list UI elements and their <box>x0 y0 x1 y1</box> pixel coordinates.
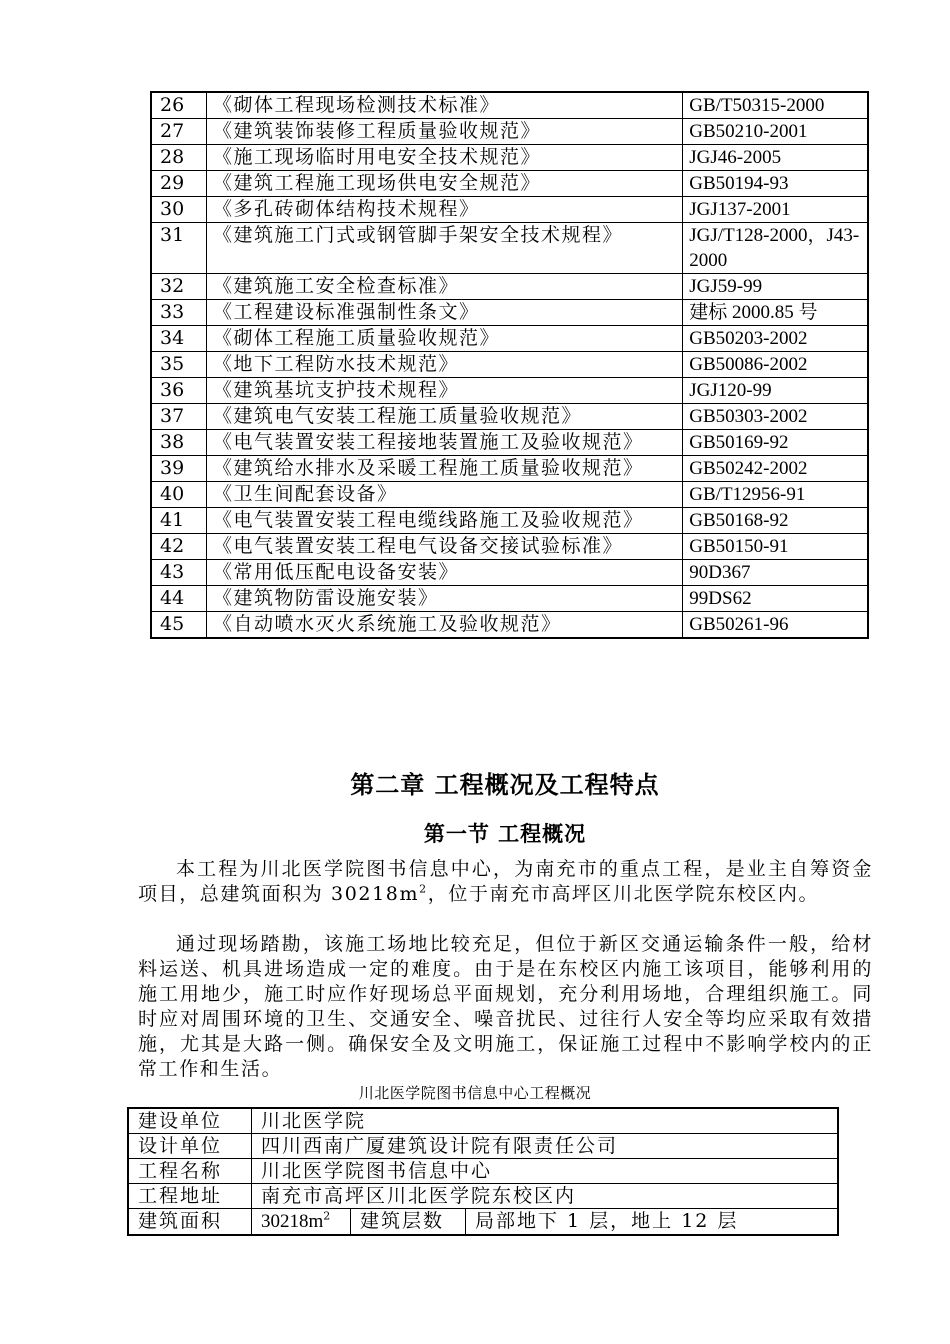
info-label: 建设单位 <box>128 1108 252 1134</box>
standard-row <box>151 197 868 223</box>
standard-name: 《建筑施工门式或钢管脚手架安全技术规程》 <box>206 223 682 274</box>
standard-name: 《电气装置安装工程电气设备交接试验标准》 <box>206 534 682 560</box>
area-superscript: 2 <box>323 1209 333 1223</box>
standard-number: 29 <box>151 171 206 197</box>
standard-code: GB50261-96 <box>683 612 868 639</box>
standard-code: JGJ59-99 <box>683 274 868 300</box>
standard-name: 《建筑工程施工现场供电安全规范》 <box>206 171 682 197</box>
standards-table-body <box>151 92 868 638</box>
info-row <box>128 1108 838 1134</box>
standard-number: 35 <box>151 352 206 378</box>
standard-code: 建标 2000.85 号 <box>683 300 868 326</box>
standard-code: GB50169-92 <box>683 430 868 456</box>
standard-name: 《常用低压配电设备安装》 <box>206 560 682 586</box>
standard-name: 《电气装置安装工程电缆线路施工及验收规范》 <box>206 508 682 534</box>
standard-number: 42 <box>151 534 206 560</box>
floors-value: 局部地下 1 层，地上 12 层 <box>466 1209 839 1236</box>
standard-name: 《自动喷水灭火系统施工及验收规范》 <box>206 612 682 639</box>
standard-number: 31 <box>151 223 206 274</box>
standard-code: GB50242-2002 <box>683 456 868 482</box>
standard-number: 33 <box>151 300 206 326</box>
standard-name: 《建筑物防雷设施安装》 <box>206 586 682 612</box>
standard-row <box>151 404 868 430</box>
standard-name: 《多孔砖砌体结构技术规程》 <box>206 197 682 223</box>
standard-row <box>151 92 868 119</box>
standard-name: 《建筑电气安装工程施工质量验收规范》 <box>206 404 682 430</box>
standard-name: 《建筑基坑支护技术规程》 <box>206 378 682 404</box>
standard-code: GB50150-91 <box>683 534 868 560</box>
standard-number: 28 <box>151 145 206 171</box>
info-label: 工程地址 <box>128 1184 252 1209</box>
para1-text: 本工程为川北医学院图书信息中心，为南充市的重点工程，是业主自筹资金项目，总建筑面积为 30218m <box>138 858 873 905</box>
standard-code: GB50168-92 <box>683 508 868 534</box>
info-table-caption: 川北医学院图书信息中心工程概况 <box>358 1084 592 1102</box>
standard-name: 《建筑给水排水及采暖工程施工质量验收规范》 <box>206 456 682 482</box>
standard-row <box>151 352 868 378</box>
standard-number: 45 <box>151 612 206 639</box>
info-row-area <box>128 1209 838 1236</box>
standard-row <box>151 612 868 639</box>
standard-name: 《建筑装饰装修工程质量验收规范》 <box>206 119 682 145</box>
standard-number: 30 <box>151 197 206 223</box>
standard-code: GB/T12956-91 <box>683 482 868 508</box>
standard-code: GB50194-93 <box>683 171 868 197</box>
standard-number: 34 <box>151 326 206 352</box>
standard-row <box>151 171 868 197</box>
standard-number: 36 <box>151 378 206 404</box>
standard-code: JGJ46-2005 <box>683 145 868 171</box>
area-value: 30218m <box>261 1211 324 1232</box>
project-info-table <box>127 1107 839 1236</box>
standard-number: 40 <box>151 482 206 508</box>
standard-name: 《电气装置安装工程接地装置施工及验收规范》 <box>206 430 682 456</box>
standard-row <box>151 586 868 612</box>
standard-row <box>151 560 868 586</box>
section-title: 第一节 工程概况 <box>423 821 587 846</box>
info-value: 川北医学院 <box>252 1108 839 1134</box>
standard-code: 99DS62 <box>683 586 868 612</box>
standard-row <box>151 378 868 404</box>
standard-name: 《卫生间配套设备》 <box>206 482 682 508</box>
standard-row <box>151 430 868 456</box>
standard-number: 37 <box>151 404 206 430</box>
standard-row <box>151 119 868 145</box>
para1-text-end: ，位于南充市高坪区川北医学院东校区内。 <box>427 883 820 905</box>
standard-row <box>151 326 868 352</box>
overview-paragraph-1 <box>138 857 873 907</box>
standard-code: JGJ/T128-2000，J43-2000 <box>683 223 868 274</box>
standard-name: 《工程建设标准强制性条文》 <box>206 300 682 326</box>
standard-row <box>151 482 868 508</box>
standard-code: GB50303-2002 <box>683 404 868 430</box>
overview-paragraph-2: 通过现场踏勘，该施工场地比较充足，但位于新区交通运输条件一般，给材料运送、机具进场造成一定的难度。由于是在东校区内施工该项目，能够利用的施工用地少，施工时应作好现场总平面规划，充分利用场地，合理组织施工。同时应对周围环境的卫生、交通安全、噪音扰民、过往行人安全等均应采取有效措施，尤其是大路一侧。确保安全及文明施工，保证施工过程中不影响学校内的正常工作和生活。 <box>138 933 873 1080</box>
standard-row <box>151 508 868 534</box>
info-label: 设计单位 <box>128 1134 252 1159</box>
area-label: 建筑面积 <box>128 1209 252 1236</box>
area-value-cell <box>252 1209 351 1236</box>
para1-superscript: 2 <box>419 882 428 896</box>
standard-code: JGJ137-2001 <box>683 197 868 223</box>
info-row <box>128 1159 838 1184</box>
standard-row <box>151 145 868 171</box>
info-value: 南充市高坪区川北医学院东校区内 <box>252 1184 839 1209</box>
info-label: 工程名称 <box>128 1159 252 1184</box>
standard-code: GB50203-2002 <box>683 326 868 352</box>
info-value: 四川西南广厦建筑设计院有限责任公司 <box>252 1134 839 1159</box>
floors-label: 建筑层数 <box>351 1209 466 1236</box>
standard-number: 39 <box>151 456 206 482</box>
standard-number: 41 <box>151 508 206 534</box>
standard-number: 43 <box>151 560 206 586</box>
standard-number: 32 <box>151 274 206 300</box>
standard-row <box>151 300 868 326</box>
standard-code: GB50210-2001 <box>683 119 868 145</box>
standard-code: GB/T50315-2000 <box>683 92 868 119</box>
standard-name: 《地下工程防水技术规范》 <box>206 352 682 378</box>
info-row <box>128 1134 838 1159</box>
chapter-title: 第二章 工程概况及工程特点 <box>350 770 660 799</box>
standard-name: 《建筑施工安全检查标准》 <box>206 274 682 300</box>
standard-row <box>151 456 868 482</box>
info-row <box>128 1184 838 1209</box>
standard-code: JGJ120-99 <box>683 378 868 404</box>
standard-name: 《砌体工程现场检测技术标准》 <box>206 92 682 119</box>
standard-code: GB50086-2002 <box>683 352 868 378</box>
standard-number: 44 <box>151 586 206 612</box>
standard-row <box>151 534 868 560</box>
info-value: 川北医学院图书信息中心 <box>252 1159 839 1184</box>
standard-number: 26 <box>151 92 206 119</box>
standard-row <box>151 274 868 300</box>
standard-number: 38 <box>151 430 206 456</box>
standard-row <box>151 223 868 274</box>
standard-code: 90D367 <box>683 560 868 586</box>
standards-table <box>150 91 869 639</box>
standard-name: 《施工现场临时用电安全技术规范》 <box>206 145 682 171</box>
standard-name: 《砌体工程施工质量验收规范》 <box>206 326 682 352</box>
standard-number: 27 <box>151 119 206 145</box>
